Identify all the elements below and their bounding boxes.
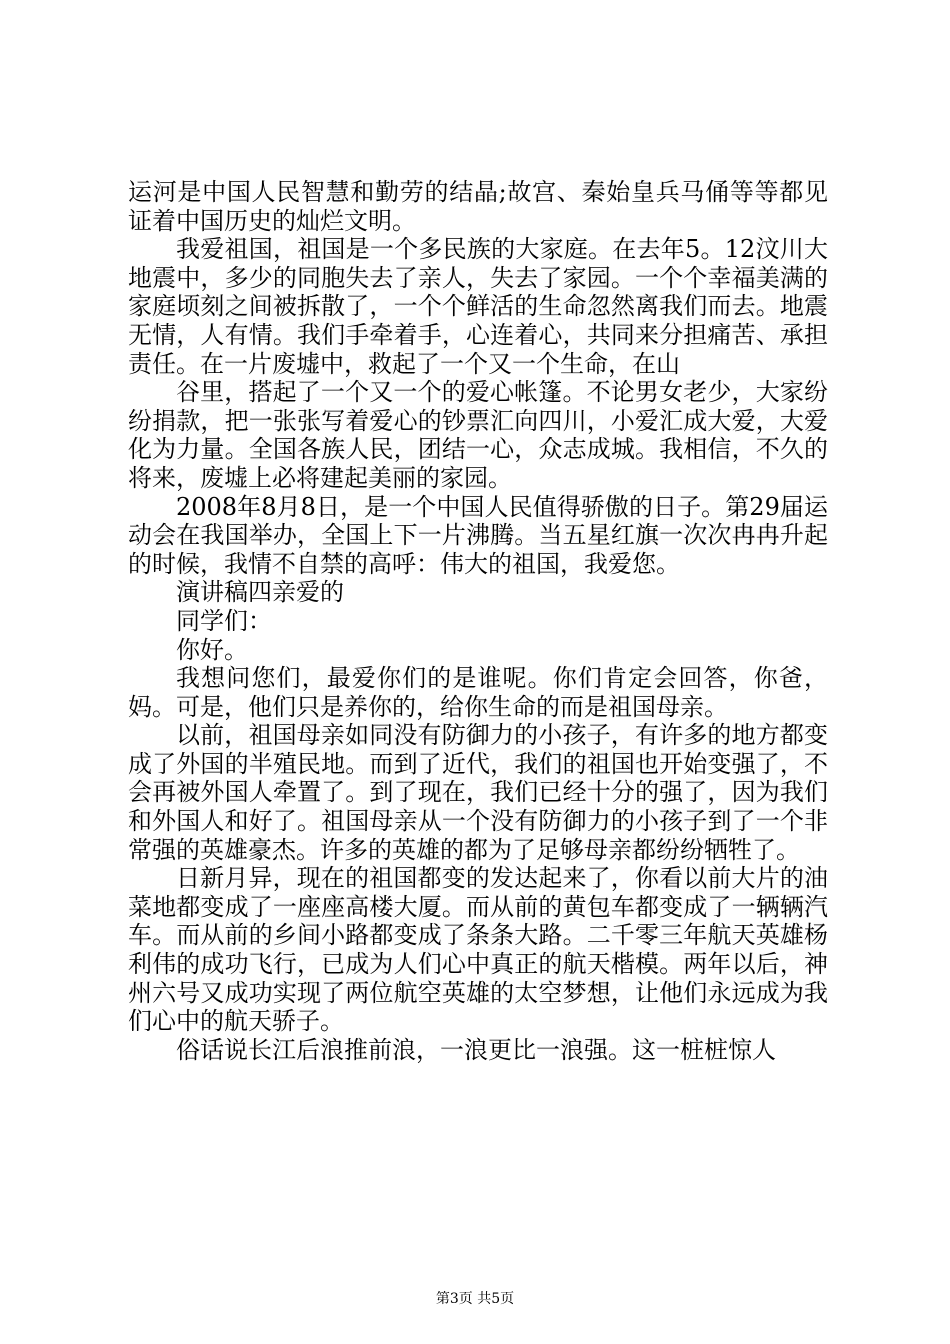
page-footer: 第3页 共5页 (435, 1291, 515, 1307)
paragraph-8: 我想问您们，最爱你们的是谁呢。你们肯定会回答，你爸，妈。可是，他们只是养你的，给你生命的而是祖国母亲。 (128, 664, 828, 721)
paragraph-6: 同学们： (176, 606, 272, 635)
paragraph-10: 日新月异，现在的祖国都变的发达起来了，你看以前大片的油菜地都变成了一座座高楼大厦。而从前的黄包车都变成了一辆辆汽车。而从前的乡间小路都变成了条条大路。二千零三年航天英雄杨利伟的成功飞行，已成为人们心中真正的航天楷模。两年以后，神州六号又成功实现了两位航空英雄的太空梦想，让他们永远成为我们心中的航天骄子。 (128, 864, 828, 1036)
paragraph-9: 以前，祖国母亲如同没有防御力的小孩子，有许多的地方都变成了外国的半殖民地。而到了近代，我们的祖国也开始变强了，不会再被外国人牵置了。到了现在，我们已经十分的强了，因为我们和外国人和好了。祖国母亲从一个没有防御力的小孩子到了一个非常强的英雄豪杰。许多的英雄的都为了足够母亲都纷纷牺牲了。 (128, 721, 828, 864)
paragraph-3: 谷里，搭起了一个又一个的爱心帐篷。不论男女老少，大家纷纷捐款，把一张张写着爱心的钞票汇向四川，小爱汇成大爱，大爱化为力量。全国各族人民，团结一心，众志成城。我相信，不久的将来，废墟上必将建起美丽的家园。 (128, 378, 828, 492)
paragraph-11: 俗话说长江后浪推前浪，一浪更比一浪强。这一桩桩惊人 (176, 1035, 776, 1064)
paragraph-2: 我爱祖国，祖国是一个多民族的大家庭。在去年5。12汶川大地震中，多少的同胞失去了亲人，失去了家园。一个个幸福美满的家庭顷刻之间被拆散了，一个个鲜活的生命忽然离我们而去。地震无情，人有情。我们手牵着手，心连着心，共同来分担痛苦、承担责任。在一片废墟中，救起了一个又一个生命，在山 (128, 235, 828, 378)
paragraph-4: 2008年8月8日，是一个中国人民值得骄傲的日子。第29届运动会在我国举办，全国上下一片沸腾。当五星红旗一次次冉冉升起的时候，我情不自禁的高呼：伟大的祖国，我爱您。 (128, 492, 828, 578)
paragraph-5: 演讲稿四亲爱的 (176, 578, 344, 607)
document-body (128, 178, 828, 1064)
paragraph-7: 你好。 (176, 635, 248, 664)
paragraph-1: 运河是中国人民智慧和勤劳的结晶;故宫、秦始皇兵马俑等等都见证着中国历史的灿烂文明。 (128, 178, 828, 235)
